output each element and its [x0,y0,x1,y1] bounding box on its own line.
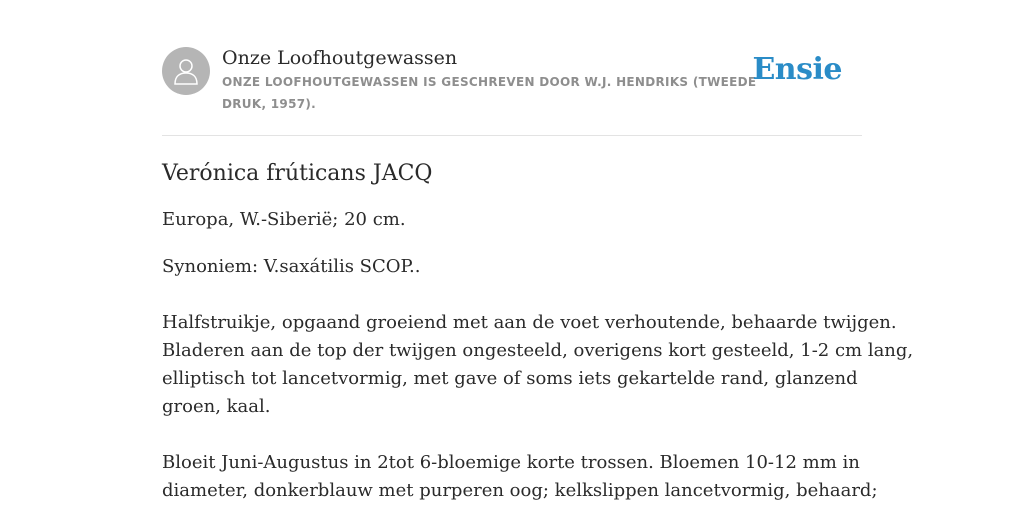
user-icon [173,57,199,85]
book-header [162,46,862,136]
entry-distribution: Europa, W.-Siberië; 20 cm. [162,209,406,230]
flowering-line: diameter, donkerblauw met purperen oog; kelkslippen lancetvormig, behaard; [162,480,878,501]
avatar [162,47,210,95]
book-description: ONZE LOOFHOUTGEWASSEN IS GESCHREVEN DOOR W.J. HENDRIKS (TWEEDE DRUK, 1957). [222,75,757,111]
ensie-logo[interactable]: Ensie [752,52,842,87]
flowering-line: Bloeit Juni-Augustus in 2tot 6-bloemige korte trossen. Bloemen 10-12 mm in [162,452,860,473]
book-title[interactable]: Onze Loofhoutgewassen [222,47,458,69]
description-line: Bladeren aan de top der twijgen ongesteeld, overigens kort gesteeld, 1-2 cm lang, [162,340,914,361]
description-line: groen, kaal. [162,396,271,417]
entry-content [162,156,914,505]
entry-title: Verónica frúticans JACQ [162,161,433,186]
description-line: elliptisch tot lancetvormig, met gave of soms iets gekartelde rand, glanzend [162,368,858,389]
entry-synonym: Synoniem: V.saxátilis SCOP.. [162,256,421,277]
description-line: Halfstruikje, opgaand groeiend met aan de voet verhoutende, behaarde twijgen. [162,312,897,333]
